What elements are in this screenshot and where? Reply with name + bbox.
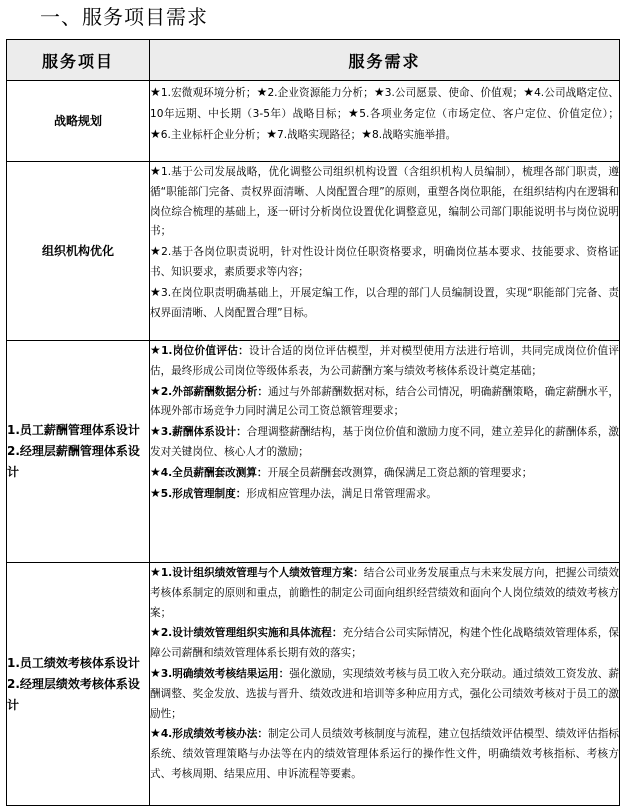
- star-icon: ★: [150, 284, 161, 299]
- table-row: [7, 162, 620, 341]
- star-icon: ★: [150, 85, 161, 99]
- requirement-paragraph: [150, 724, 619, 784]
- requirement-paragraph: [150, 623, 619, 664]
- star-icon: ★: [150, 464, 161, 479]
- requirement-text: 8.战略实施举措。: [372, 128, 457, 141]
- requirement-paragraph: [150, 382, 619, 423]
- star-icon: ★: [150, 244, 162, 259]
- star-icon: ★: [150, 485, 161, 500]
- star-icon: ★: [150, 625, 161, 640]
- requirement-paragraph: [150, 463, 619, 484]
- service-item-line: 1.员工薪酬管理体系设计: [7, 423, 140, 437]
- requirement-text: 3.在岗位职责明确基础上，开展定编工作，以合理的部门人员编制设置，实现“职能部门完备、责权界面清晰、人岗配置合理”目标。: [150, 286, 619, 319]
- service-item: 战略规划: [7, 81, 150, 162]
- star-icon: ★: [150, 383, 161, 398]
- star-icon: ★: [523, 85, 535, 99]
- star-icon: ★: [150, 665, 161, 680]
- requirement-paragraph: [150, 283, 619, 324]
- requirement-label: 2.设计绩效管理组织实施和具体流程：: [160, 627, 343, 640]
- star-icon: ★: [150, 726, 161, 741]
- requirement-text: 强化激励，实现绩效考核与员工收入充分联动。通过绩效工资发放、薪酬调整、奖金发放、选拔与晋升、绩效改进和培训等多种应用方式，强化公司绩效考核对于员工的激励性；: [150, 667, 620, 720]
- requirement-paragraph: [150, 664, 619, 724]
- star-icon: ★: [150, 126, 161, 141]
- requirement-text: 通过与外部薪酬数据对标，结合公司情况，明确薪酬策略，确定薪酬水平，体现外部市场竞争力同时满足公司工资总额管理要求；: [150, 385, 619, 418]
- section-title: 一、服务项目需求: [40, 5, 208, 29]
- star-icon: ★: [150, 424, 161, 439]
- star-icon: ★: [150, 164, 161, 178]
- table-header-row: [7, 40, 620, 81]
- header-service-requirement: 服务需求: [150, 40, 620, 81]
- star-icon: ★: [150, 565, 161, 579]
- service-requirements-table: [6, 39, 620, 806]
- service-item-line: 1.员工绩效考核体系设计: [7, 655, 140, 670]
- service-item: [7, 341, 150, 563]
- requirement-label: 1.岗位价值评估：: [161, 345, 249, 357]
- requirement-label: 4.形成绩效考核办法：: [160, 728, 268, 741]
- star-icon: ★: [373, 85, 385, 99]
- requirement-text: 7.战略实现路径；: [276, 128, 362, 141]
- requirement-label: 4.全员薪酬套改测算：: [160, 466, 268, 479]
- service-item: [7, 563, 150, 806]
- requirement-label: 3.明确绩效考核结果运用：: [160, 667, 290, 680]
- requirement-paragraph: [150, 242, 619, 283]
- service-item-line: 2.经理层绩效考核体系设计: [7, 676, 140, 712]
- requirement-text: 6.主业标杆企业分析；: [160, 128, 267, 141]
- requirement-text: 合理调整薪酬结构，基于岗位价值和激励力度不同，建立差异化的薪酬体系，激发对关键岗位、核心人才的激励；: [150, 426, 619, 458]
- requirement-text: 1.基于公司发展战略，优化调整公司组织机构设置（含组织机构人员编制），梳理各部门职责，遵循“职能部门完备、责权界面清晰、人岗配置合理”的原则，重塑各岗位职能，在组织结构内在逻辑和岗位综合梳理的基础上，逐一研讨分析岗位设置优化调整意见，编制公司部门职能说明书与岗位说明书；: [150, 166, 619, 238]
- requirement-text: 4.公司战略定位、10年远期、中长期（3-5年）战略目标；: [150, 87, 619, 120]
- requirement-paragraph: [150, 341, 619, 382]
- star-icon: ★: [361, 126, 373, 141]
- star-icon: ★: [347, 105, 360, 120]
- requirement-text: 充分结合公司实际情况，构建个性化战略绩效管理体系，保障公司薪酬和绩效管理体系长期有效的落实；: [150, 627, 620, 660]
- requirement-text: 设计合适的岗位评估模型，并对模型使用方法进行培训，共同完成岗位价值评估，最终形成公司岗位等级体系表，为公司薪酬方案与绩效考核体系设计奠定基础；: [150, 345, 619, 377]
- service-requirement: [150, 81, 620, 162]
- service-requirement: [150, 162, 620, 341]
- table-row: [7, 341, 620, 563]
- requirement-text: 5.各项业务定位（市场定位、客户定位、价值定位）；: [359, 107, 619, 120]
- requirement-text: 1.宏微观环境分析；: [160, 87, 257, 99]
- star-icon: ★: [256, 85, 268, 99]
- table-row: [7, 563, 620, 806]
- requirement-text: 形成相应管理办法，满足日常管理需求。: [246, 487, 438, 500]
- star-icon: ★: [150, 343, 162, 357]
- requirement-paragraph: [150, 484, 619, 505]
- requirement-text: 结合公司业务发展重点与未来发展方向，把握公司绩效考核体系制定的原则和重点，前瞻性的制定公司面向组织经营绩效和面向个人岗位绩效的绩效考核方案；: [150, 567, 619, 619]
- requirement-text: 制定公司人员绩效考核制度与流程，建立包括绩效评估模型、绩效评估指标系统、绩效管理策略与办法等在内的绩效管理体系运行的操作性文件，明确绩效考核指标、考核方式、考核周期、结果应用、申诉流程等要素。: [150, 728, 619, 780]
- requirement-paragraph: [150, 563, 619, 623]
- requirement-text: 开展全员薪酬套改测算，确保满足工资总额的管理要求；: [267, 466, 533, 479]
- service-requirement: [150, 341, 620, 563]
- service-item-line: 2.经理层薪酬管理体系设计: [7, 444, 140, 479]
- requirement-label: 5.形成管理制度：: [160, 487, 247, 500]
- requirement-label: 2.外部薪酬数据分析：: [160, 385, 268, 398]
- service-item: 组织机构优化: [7, 162, 150, 341]
- service-requirement: [150, 563, 620, 806]
- requirement-text: 2.基于各岗位职责说明，针对性设计岗位任职资格要求，明确岗位基本要求、技能要求、资格证书、知识要求，素质要求等内容；: [150, 246, 619, 278]
- requirement-paragraph: [150, 422, 619, 463]
- requirement-label: 1.设计组织绩效管理与个人绩效管理方案：: [160, 567, 364, 579]
- header-service-item: 服务项目: [7, 40, 150, 81]
- table-row: [7, 81, 620, 162]
- requirement-paragraph: [150, 162, 619, 242]
- requirement-text: 3.公司愿景、使命、价值观；: [384, 87, 524, 99]
- requirement-text: 2.企业资源能力分析；: [267, 87, 374, 99]
- star-icon: ★: [266, 126, 277, 141]
- requirement-label: 3.薪酬体系设计：: [160, 426, 247, 439]
